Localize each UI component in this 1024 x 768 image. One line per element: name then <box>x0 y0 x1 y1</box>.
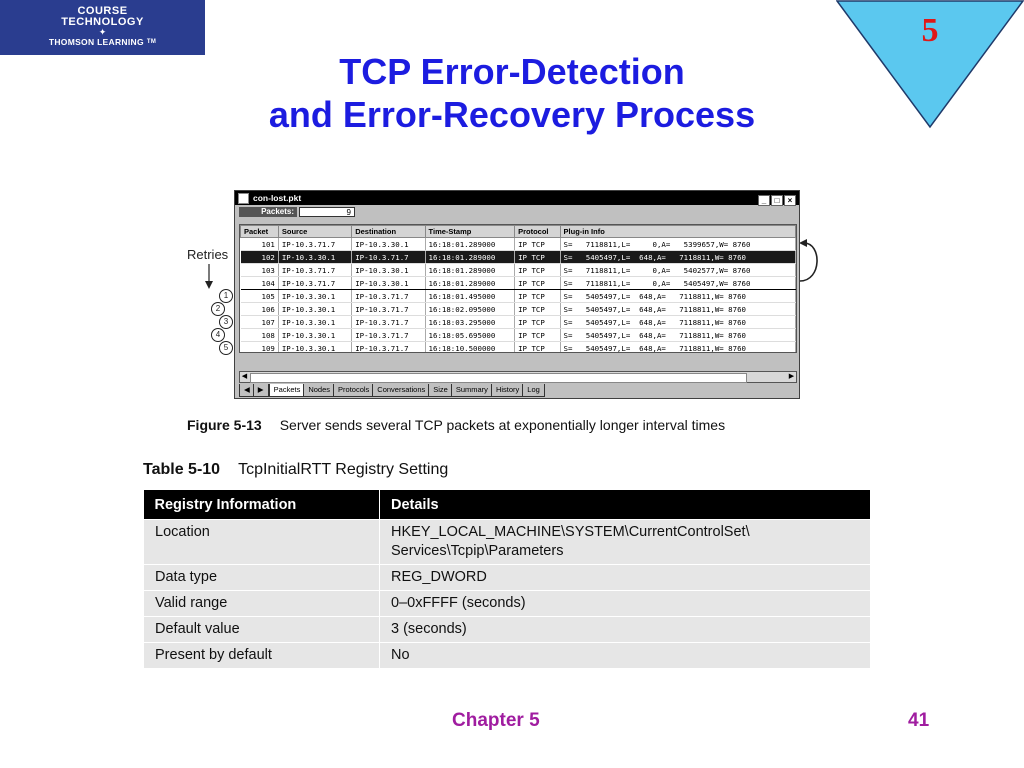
trademark-mark: TM <box>146 39 157 45</box>
packet-cell: IP-10.3.30.1 <box>278 342 351 354</box>
registry-row <box>144 591 871 617</box>
window-title: con-lost.pkt <box>253 193 302 203</box>
packet-cell: IP-10.3.71.7 <box>352 290 425 303</box>
table-caption <box>143 461 448 479</box>
logo-line-2: TECHNOLOGY <box>61 16 144 28</box>
registry-row <box>144 565 871 591</box>
packet-cell: IP-10.3.71.7 <box>278 238 351 251</box>
packet-cell: 16:18:01.289000 <box>425 264 515 277</box>
title-line-2: and Error-Recovery Process <box>268 94 756 135</box>
scroll-right-icon[interactable]: ▶ <box>788 373 795 380</box>
packet-cell: IP TCP <box>515 329 560 342</box>
registry-table-header <box>144 490 871 520</box>
registry-setting-name: Present by default <box>144 643 380 669</box>
packet-cell: 16:18:03.295000 <box>425 316 515 329</box>
tab-scroll-left-icon[interactable]: ◀ <box>239 384 255 397</box>
tab-history[interactable]: History <box>491 384 524 397</box>
tab-packets[interactable]: Packets <box>269 384 306 397</box>
column-header[interactable]: Plug-in Info <box>560 226 795 238</box>
curved-arrow-icon <box>798 238 822 284</box>
footer-chapter: Chapter 5 <box>452 710 540 731</box>
horizontal-scrollbar[interactable] <box>239 371 797 383</box>
packet-row[interactable] <box>241 251 796 264</box>
window-app-icon <box>238 193 249 204</box>
packet-cell: S= 5405497,L= 648,A= 7118811,W= 8760 <box>560 303 795 316</box>
packet-cell: S= 5405497,L= 648,A= 7118811,W= 8760 <box>560 342 795 354</box>
table-caption-text: TcpInitialRTT Registry Setting <box>238 461 449 478</box>
tab-summary[interactable]: Summary <box>451 384 493 397</box>
packet-cell: 16:18:05.695000 <box>425 329 515 342</box>
packet-cell: 16:18:01.289000 <box>425 238 515 251</box>
step-circle-5: 5 <box>219 341 233 355</box>
header-details: Details <box>380 490 871 520</box>
retries-label: Retries <box>187 247 229 262</box>
packet-cell: IP TCP <box>515 277 560 290</box>
packet-row[interactable] <box>241 329 796 342</box>
registry-table <box>143 490 871 669</box>
packet-cell: IP-10.3.71.7 <box>352 251 425 264</box>
packet-cell: IP TCP <box>515 251 560 264</box>
packet-table-header <box>241 226 796 238</box>
registry-setting-detail: 3 (seconds) <box>380 617 871 643</box>
logo-line-3 <box>0 37 205 47</box>
packet-cell: IP TCP <box>515 316 560 329</box>
registry-setting-name: Data type <box>144 565 380 591</box>
window-titlebar <box>235 191 799 205</box>
figure-label: Figure 5-13 <box>187 417 262 433</box>
packet-cell: IP-10.3.30.1 <box>278 303 351 316</box>
packet-cell: IP-10.3.30.1 <box>278 290 351 303</box>
registry-setting-name: Default value <box>144 617 380 643</box>
packet-cell: 16:18:02.095000 <box>425 303 515 316</box>
packets-label: Packets: <box>239 207 297 217</box>
tab-conversations[interactable]: Conversations <box>372 384 430 397</box>
registry-setting-name: Location <box>144 520 380 565</box>
packet-cell: 107 <box>241 316 279 329</box>
packet-cell: IP-10.3.30.1 <box>352 238 425 251</box>
packet-cell: 16:18:01.289000 <box>425 277 515 290</box>
column-header[interactable]: Protocol <box>515 226 560 238</box>
tab-protocols[interactable]: Protocols <box>333 384 374 397</box>
packet-cell: IP-10.3.71.7 <box>278 264 351 277</box>
header-registry-information: Registry Information <box>144 490 380 520</box>
packet-cell: IP-10.3.71.7 <box>352 316 425 329</box>
title-line-1: TCP Error-Detection <box>339 51 685 92</box>
table-label: Table 5-10 <box>143 461 221 478</box>
star-icon: ✦ <box>98 27 107 37</box>
packet-cell: 102 <box>241 251 279 264</box>
tab-scroll-right-icon[interactable]: ▶ <box>253 384 269 397</box>
registry-setting-name: Valid range <box>144 591 380 617</box>
down-arrow-icon <box>202 264 216 290</box>
packet-cell: 108 <box>241 329 279 342</box>
packet-cell: IP-10.3.71.7 <box>352 329 425 342</box>
close-icon[interactable]: × <box>784 195 796 206</box>
packet-cell: 103 <box>241 264 279 277</box>
view-tabs <box>239 384 543 396</box>
slide-title <box>120 50 904 136</box>
packet-capture-window <box>234 190 800 399</box>
packet-row[interactable] <box>241 303 796 316</box>
packet-row[interactable] <box>241 290 796 303</box>
packet-cell: S= 7118811,L= 0,A= 5402577,W= 8760 <box>560 264 795 277</box>
logo-line-3-text: THOMSON LEARNING <box>48 37 144 47</box>
packet-cell: IP-10.3.30.1 <box>278 316 351 329</box>
scroll-thumb[interactable] <box>250 373 747 383</box>
packet-cell: S= 7118811,L= 0,A= 5405497,W= 8760 <box>560 277 795 290</box>
packet-cell: IP-10.3.30.1 <box>278 329 351 342</box>
registry-setting-detail: HKEY_LOCAL_MACHINE\SYSTEM\CurrentControlSet\ Services\Tcpip\Parameters <box>380 520 871 565</box>
packet-cell: 101 <box>241 238 279 251</box>
tab-size[interactable]: Size <box>428 384 453 397</box>
packet-cell: S= 7118811,L= 0,A= 5399657,W= 8760 <box>560 238 795 251</box>
packet-row[interactable] <box>241 277 796 290</box>
packet-list[interactable] <box>239 224 797 353</box>
packet-cell: S= 5405497,L= 648,A= 7118811,W= 8760 <box>560 290 795 303</box>
step-circle-4: 4 <box>211 328 225 342</box>
scroll-left-icon[interactable]: ◀ <box>241 373 248 380</box>
packet-row[interactable] <box>241 342 796 354</box>
packet-cell: S= 5405497,L= 648,A= 7118811,W= 8760 <box>560 316 795 329</box>
packet-cell: S= 5405497,L= 648,A= 7118811,W= 8760 <box>560 251 795 264</box>
maximize-icon[interactable]: □ <box>771 195 783 206</box>
registry-setting-detail: 0–0xFFFF (seconds) <box>380 591 871 617</box>
registry-setting-detail: REG_DWORD <box>380 565 871 591</box>
step-circle-3: 3 <box>219 315 233 329</box>
packet-cell: IP TCP <box>515 238 560 251</box>
packet-cell: 16:18:10.500000 <box>425 342 515 354</box>
step-circle-1: 1 <box>219 289 233 303</box>
figure-caption <box>187 417 725 433</box>
packet-cell: IP-10.3.71.7 <box>352 342 425 354</box>
packet-cell: IP TCP <box>515 342 560 354</box>
packets-count: 9 <box>299 207 355 217</box>
packets-count-bar <box>235 205 799 219</box>
registry-row <box>144 617 871 643</box>
minimize-icon[interactable]: _ <box>758 195 770 206</box>
packet-row[interactable] <box>241 238 796 251</box>
packet-cell: IP-10.3.30.1 <box>352 277 425 290</box>
packet-cell: 104 <box>241 277 279 290</box>
publisher-logo <box>0 0 205 55</box>
chapter-number: 5 <box>921 12 939 49</box>
figure-text: Server sends several TCP packets at exponentially longer interval times <box>279 417 726 433</box>
registry-row <box>144 520 871 565</box>
packet-cell: IP TCP <box>515 303 560 316</box>
packet-cell: 106 <box>241 303 279 316</box>
registry-setting-detail: No <box>380 643 871 669</box>
packet-cell: 105 <box>241 290 279 303</box>
packet-cell: 16:18:01.495000 <box>425 290 515 303</box>
packet-cell: IP TCP <box>515 290 560 303</box>
packet-row[interactable] <box>241 316 796 329</box>
column-header[interactable]: Packet <box>241 226 279 238</box>
column-header[interactable]: Time-Stamp <box>425 226 515 238</box>
packet-cell: 16:18:01.289000 <box>425 251 515 264</box>
tab-nodes[interactable]: Nodes <box>303 384 335 397</box>
packet-cell: IP-10.3.71.7 <box>352 303 425 316</box>
column-header[interactable]: Destination <box>352 226 425 238</box>
packet-cell: S= 5405497,L= 648,A= 7118811,W= 8760 <box>560 329 795 342</box>
step-circle-2: 2 <box>211 302 225 316</box>
page-number: 41 <box>908 710 930 731</box>
packet-cell: IP-10.3.30.1 <box>352 264 425 277</box>
packet-cell: IP TCP <box>515 264 560 277</box>
tab-log[interactable]: Log <box>522 384 545 397</box>
logo-line-1: COURSE <box>77 5 128 17</box>
packet-cell: 109 <box>241 342 279 354</box>
packet-row[interactable] <box>241 264 796 277</box>
registry-row <box>144 643 871 669</box>
packet-cell: IP-10.3.30.1 <box>278 251 351 264</box>
column-header[interactable]: Source <box>278 226 351 238</box>
packet-table <box>240 225 796 353</box>
packet-cell: IP-10.3.71.7 <box>278 277 351 290</box>
